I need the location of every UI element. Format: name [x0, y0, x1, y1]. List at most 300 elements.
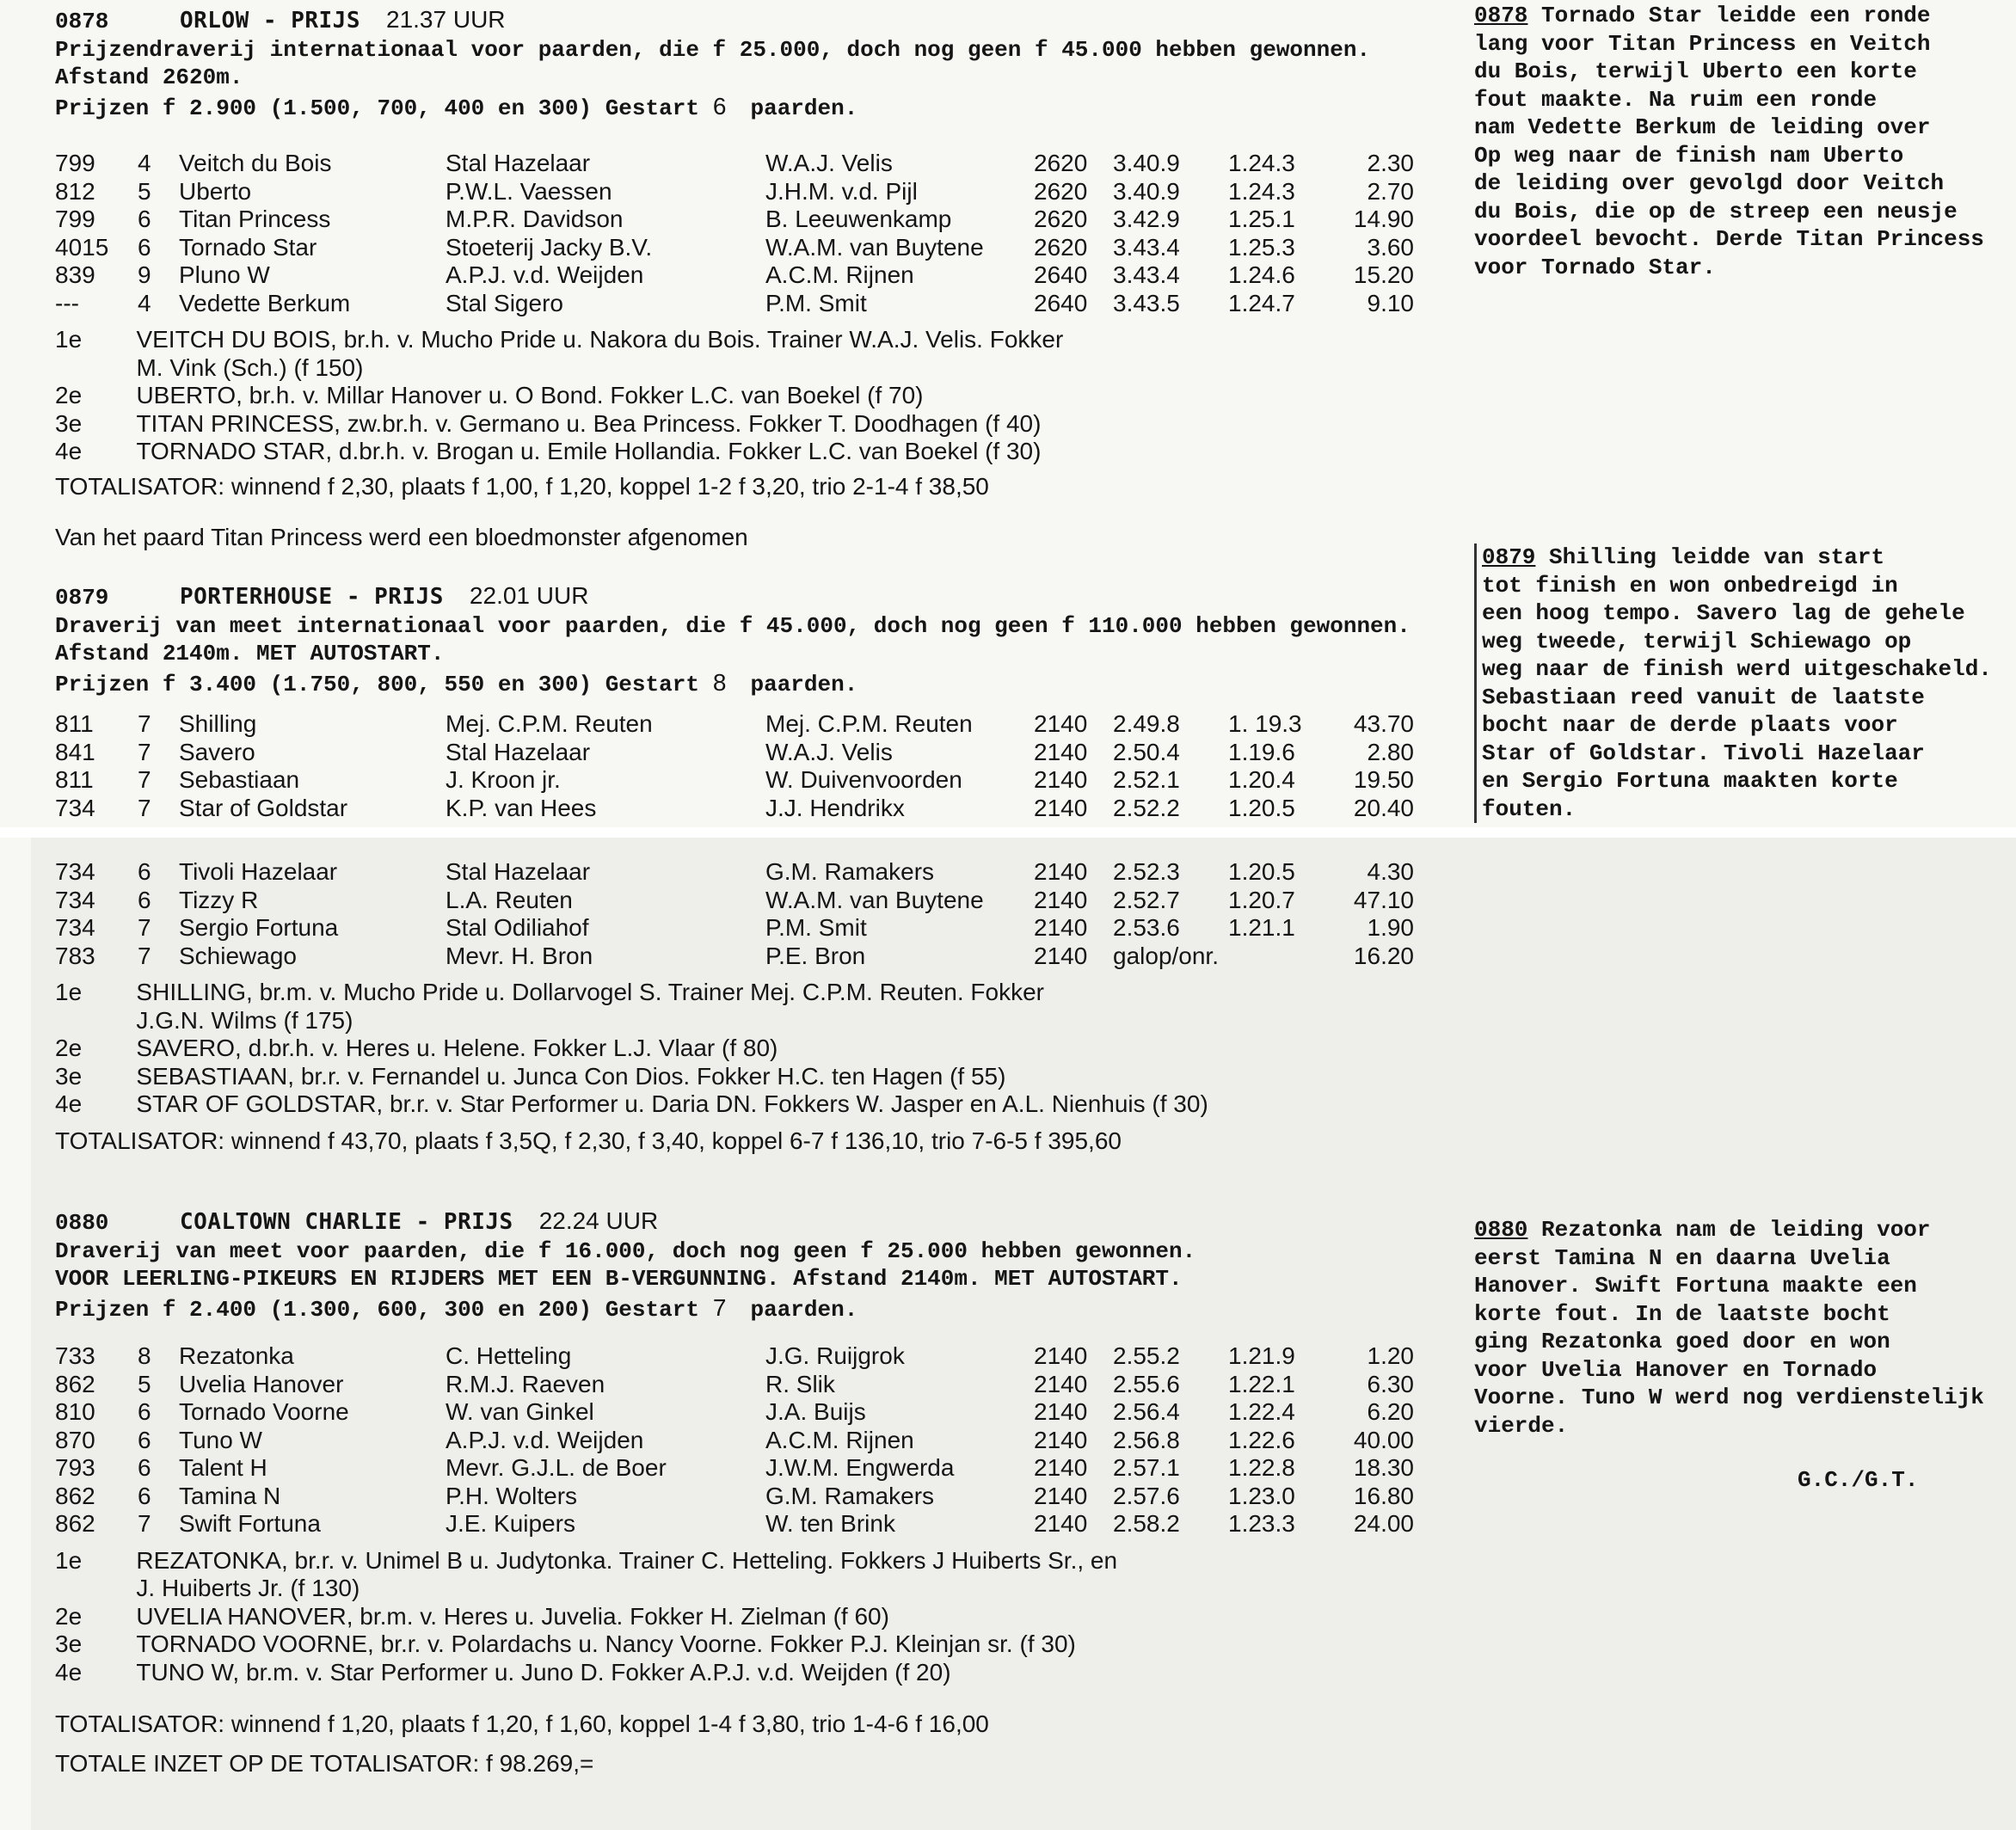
table-row [55, 858, 1414, 887]
horse-cell: Pluno W [179, 261, 270, 288]
horse-cell: Vedette Berkum [179, 289, 351, 316]
commentary-line: de leiding over gevolgd door Veitch [1474, 170, 1945, 196]
commentary-line: Voorne. Tuno W werd nog verdienstelijk [1474, 1385, 1984, 1410]
owner-cell: C. Hetteling [446, 1342, 572, 1369]
owner-cell: M.P.R. Davidson [446, 206, 624, 232]
placings-list [55, 979, 1483, 1119]
placing-row [55, 1659, 1483, 1687]
table-row [55, 1342, 1414, 1371]
km-time-cell: 1.21.9 [1228, 1342, 1295, 1369]
age-cell: 7 [138, 738, 151, 765]
race-name: COALTOWN CHARLIE - PRIJS [180, 1209, 513, 1235]
record-cell: 870 [55, 1426, 95, 1453]
odds-cell: 4.30 [1367, 858, 1414, 885]
time-cell: 3.42.9 [1113, 206, 1180, 232]
race-distance: Afstand 2140m. MET AUTOSTART. [55, 641, 445, 666]
distance-cell: 2620 [1034, 177, 1088, 205]
age-cell: 7 [138, 710, 151, 737]
horse-cell: Tuno W [179, 1426, 262, 1453]
race-time: 22.01 UUR [469, 582, 589, 609]
driver-cell: W. ten Brink [765, 1510, 895, 1537]
time-cell: 3.43.5 [1113, 289, 1180, 316]
commentary-line: Op weg naar de finish nam Uberto [1474, 142, 1904, 169]
time-cell: 2.56.8 [1113, 1426, 1180, 1453]
horse-cell: Uvelia Hanover [179, 1370, 344, 1397]
time-cell: 2.57.6 [1113, 1482, 1180, 1509]
owner-cell: P.H. Wolters [446, 1482, 578, 1509]
owner-cell: A.P.J. v.d. Weijden [446, 1426, 644, 1453]
time-cell: 3.40.9 [1113, 150, 1180, 176]
record-cell: 4015 [55, 233, 109, 261]
table-row [55, 1510, 1414, 1538]
owner-cell: Mevr. H. Bron [446, 942, 593, 969]
horse-cell: Swift Fortuna [179, 1510, 321, 1537]
odds-cell: 15.20 [1353, 261, 1414, 288]
placing-position: 2e [55, 1602, 83, 1630]
driver-cell: W.A.J. Velis [765, 150, 893, 176]
age-cell: 6 [138, 1454, 151, 1481]
placing-row [55, 382, 1483, 410]
record-cell: 862 [55, 1482, 95, 1509]
starters-count: 8 [712, 669, 727, 696]
placing-text: UVELIA HANOVER, br.m. v. Heres u. Juvelia. Fokker H. Zielman (f 60) [136, 1602, 889, 1630]
horse-cell: Uberto [179, 177, 252, 205]
odds-cell: 16.20 [1353, 942, 1414, 969]
race-number: 0878 [55, 9, 109, 34]
owner-cell: A.P.J. v.d. Weijden [446, 261, 644, 288]
odds-cell: 2.30 [1367, 150, 1414, 176]
record-cell: 734 [55, 794, 95, 821]
age-cell: 7 [138, 794, 151, 821]
distance-cell: 2140 [1034, 794, 1088, 821]
odds-cell: 20.40 [1353, 794, 1414, 821]
driver-cell: J.W.M. Engwerda [765, 1454, 955, 1481]
km-time-cell: 1.25.3 [1228, 233, 1295, 261]
commentary-line: bocht naar de derde plaats voor [1482, 712, 1898, 738]
owner-cell: L.A. Reuten [446, 886, 573, 913]
age-cell: 6 [138, 1398, 151, 1425]
km-time-cell: 1.22.6 [1228, 1426, 1295, 1453]
commentary-line: Shilling leidde van start [1535, 544, 1885, 570]
table-row [55, 261, 1414, 290]
horse-cell: Sergio Fortuna [179, 914, 339, 941]
km-time-cell: 1.24.3 [1228, 150, 1295, 176]
horse-cell: Rezatonka [179, 1342, 294, 1369]
race-header [55, 5, 1483, 36]
age-cell: 6 [138, 233, 151, 261]
age-cell: 7 [138, 1510, 151, 1537]
table-row [55, 766, 1414, 795]
commentary-race-number: 0880 [1474, 1217, 1528, 1243]
race-prizes [55, 91, 1483, 124]
commentary-line: du Bois, die op de streep een neusje [1474, 198, 1958, 224]
placing-text: TORNADO VOORNE, br.r. v. Polardachs u. Nancy Voorne. Fokker P.J. Kleinjan sr. (f 30) [136, 1630, 1076, 1657]
km-time-cell: 1.23.0 [1228, 1482, 1295, 1509]
driver-cell: P.M. Smit [765, 914, 867, 941]
placing-row [55, 438, 1483, 466]
placing-text: TUNO W, br.m. v. Star Performer u. Juno D. Fokker A.P.J. v.d. Weijden (f 20) [136, 1658, 951, 1686]
race-0880 [55, 1207, 1483, 1781]
time-cell: 2.52.1 [1113, 766, 1180, 793]
age-cell: 6 [138, 858, 151, 885]
odds-cell: 3.60 [1367, 233, 1414, 261]
table-row [55, 1427, 1414, 1455]
commentary-line: Rezatonka nam de leiding voor [1527, 1217, 1931, 1243]
time-cell: 2.55.2 [1113, 1342, 1180, 1369]
table-row [55, 206, 1414, 234]
distance-cell: 2140 [1034, 1454, 1088, 1481]
placing-row [55, 1035, 1483, 1063]
starters-suffix: paarden. [750, 672, 858, 697]
commentary-line: eerst Tamina N en daarna Uvelia [1474, 1244, 1890, 1271]
commentary-line: ging Rezatonka goed door en won [1474, 1329, 1890, 1354]
odds-cell: 2.80 [1367, 738, 1414, 765]
odds-cell: 1.90 [1367, 914, 1414, 941]
driver-cell: A.C.M. Rijnen [765, 1426, 914, 1453]
age-cell: 6 [138, 1482, 151, 1509]
placing-text: TITAN PRINCESS, zw.br.h. v. Germano u. Bea Princess. Fokker T. Doodhagen (f 40) [136, 409, 1042, 437]
section-gap [55, 822, 1414, 858]
placing-position: 4e [55, 1658, 83, 1686]
odds-cell: 43.70 [1353, 710, 1414, 737]
table-row [55, 234, 1414, 262]
horse-cell: Veitch du Bois [179, 150, 332, 176]
totalisator-line: TOTALISATOR: winnend f 1,20, plaats f 1,20, f 1,60, koppel 1-4 f 3,80, trio 1-4-6 f 16,00 [55, 1710, 989, 1737]
horse-cell: Schiewago [179, 942, 297, 969]
record-cell: 734 [55, 886, 95, 913]
odds-cell: 6.30 [1367, 1370, 1414, 1397]
driver-cell: W.A.M. van Buytene [765, 233, 984, 261]
table-row [55, 1371, 1414, 1399]
blood-sample-note: Van het paard Titan Princess werd een bloedmonster afgenomen [55, 523, 748, 550]
commentary-line: tot finish en won onbedreigd in [1482, 572, 1898, 599]
owner-cell: R.M.J. Raeven [446, 1370, 605, 1397]
distance-cell: 2140 [1034, 1370, 1088, 1397]
distance-cell: 2140 [1034, 1398, 1088, 1425]
km-time-cell: 1.22.4 [1228, 1398, 1295, 1425]
distance-cell: 2620 [1034, 150, 1088, 176]
table-row [55, 710, 1414, 739]
record-cell: 862 [55, 1370, 95, 1397]
time-cell: 2.55.6 [1113, 1370, 1180, 1397]
record-cell: 799 [55, 150, 95, 176]
race-name: PORTERHOUSE - PRIJS [180, 584, 444, 610]
km-time-cell: 1.20.7 [1228, 886, 1295, 913]
record-cell: 811 [55, 766, 94, 793]
horse-cell: Savero [179, 738, 255, 765]
horse-cell: Sebastiaan [179, 766, 300, 793]
age-cell: 6 [138, 886, 151, 913]
age-cell: 8 [138, 1342, 151, 1369]
odds-cell: 47.10 [1353, 886, 1414, 913]
race-number: 0880 [55, 1210, 109, 1236]
commentary-line: weg tweede, terwijl Schiewago op [1482, 628, 1912, 654]
time-cell: 3.43.4 [1113, 233, 1180, 261]
age-cell: 6 [138, 206, 151, 232]
age-cell: 7 [138, 914, 151, 941]
horse-cell: Titan Princess [179, 206, 331, 232]
km-time-cell: 1.20.4 [1228, 766, 1295, 793]
time-cell: 2.57.1 [1113, 1454, 1180, 1481]
commentary-line: voor Uvelia Hanover en Tornado [1474, 1356, 1878, 1383]
driver-cell: G.M. Ramakers [765, 858, 935, 885]
placing-text: M. Vink (Sch.) (f 150) [136, 353, 364, 381]
owner-cell: K.P. van Hees [446, 794, 597, 821]
driver-cell: B. Leeuwenkamp [765, 206, 952, 232]
commentary-race-number: 0878 [1474, 3, 1528, 28]
race-conditions-extra: VOOR LEERLING-PIKEURS EN RIJDERS MET EEN B-VERGUNNING. Afstand 2140m. MET AUTOSTART. [55, 1266, 1183, 1292]
placing-row [55, 1063, 1483, 1091]
table-row [55, 290, 1414, 318]
age-cell: 7 [138, 766, 151, 793]
km-time-cell: 1.23.3 [1228, 1510, 1295, 1537]
driver-cell: G.M. Ramakers [765, 1482, 935, 1509]
commentary-line: Tornado Star leidde een ronde [1527, 3, 1931, 28]
odds-cell: 2.70 [1367, 177, 1414, 205]
placing-text: J. Huiberts Jr. (f 130) [136, 1575, 360, 1601]
record-cell: 839 [55, 261, 95, 288]
distance-cell: 2140 [1034, 942, 1088, 969]
commentary-0880 [1474, 1216, 2016, 1440]
record-cell: 862 [55, 1510, 95, 1537]
driver-cell: J.A. Buijs [765, 1398, 866, 1425]
race-conditions: Prijzendraverij internationaal voor paarden, die f 25.000, doch nog geen f 45.000 hebben gewonnen. [55, 37, 1371, 63]
distance-cell: 2140 [1034, 914, 1088, 941]
race-conditions: Draverij van meet internationaal voor paarden, die f 45.000, doch nog geen f 110.000 hebben gewonnen. [55, 613, 1411, 639]
distance-cell: 2640 [1034, 289, 1088, 316]
odds-cell: 16.80 [1353, 1482, 1414, 1509]
results-table [55, 150, 1414, 317]
record-cell: 734 [55, 858, 95, 885]
placing-text: TORNADO STAR, d.br.h. v. Brogan u. Emile Hollandia. Fokker L.C. van Boekel (f 30) [136, 438, 1042, 464]
km-time-cell: 1.22.8 [1228, 1454, 1295, 1481]
distance-cell: 2620 [1034, 206, 1088, 232]
race-conditions: Draverij van meet voor paarden, die f 16.000, doch nog geen f 25.000 hebben gewonnen. [55, 1238, 1196, 1264]
table-row [55, 1398, 1414, 1427]
record-cell: 783 [55, 942, 95, 969]
driver-cell: W.A.J. Velis [765, 738, 893, 765]
commentary-line: Sebastiaan reed vanuit de laatste [1482, 684, 1925, 710]
placing-text: J.G.N. Wilms (f 175) [136, 1006, 353, 1034]
owner-cell: Stal Hazelaar [446, 738, 591, 765]
race-0878 [55, 5, 1483, 552]
driver-cell: P.M. Smit [765, 289, 867, 316]
placing-position: 3e [55, 1062, 83, 1090]
record-cell: 733 [55, 1342, 95, 1369]
commentary-race-number: 0879 [1482, 544, 1536, 570]
time-cell: 2.49.8 [1113, 710, 1180, 737]
table-row [55, 739, 1414, 767]
placing-text: VEITCH DU BOIS, br.h. v. Mucho Pride u. Nakora du Bois. Trainer W.A.J. Velis. Fokker [136, 326, 1064, 353]
table-row [55, 943, 1414, 971]
owner-cell: Mej. C.P.M. Reuten [446, 710, 653, 737]
placing-position: 3e [55, 409, 83, 437]
commentary-line: Hanover. Swift Fortuna maakte een [1474, 1273, 1917, 1299]
owner-cell: J.E. Kuipers [446, 1510, 575, 1537]
record-cell: 734 [55, 914, 95, 941]
distance-cell: 2140 [1034, 766, 1088, 793]
commentary-line: nam Vedette Berkum de leiding over [1474, 114, 1931, 140]
placing-row [55, 1630, 1483, 1659]
owner-cell: P.W.L. Vaessen [446, 177, 612, 205]
author-initials: G.C./G.T. [1798, 1467, 1919, 1493]
driver-cell: W.A.M. van Buytene [765, 886, 984, 913]
race-header [55, 581, 1483, 612]
placing-row [55, 410, 1483, 439]
odds-cell: 40.00 [1353, 1426, 1414, 1453]
distance-cell: 2140 [1034, 1342, 1088, 1369]
owner-cell: J. Kroon jr. [446, 766, 561, 793]
km-time-cell: 1.24.3 [1228, 177, 1295, 205]
age-cell: 6 [138, 1426, 151, 1453]
horse-cell: Tornado Star [179, 233, 317, 261]
km-time-cell: 1.21.1 [1228, 914, 1295, 941]
km-time-cell: 1.22.1 [1228, 1370, 1295, 1397]
distance-cell: 2140 [1034, 858, 1088, 885]
km-time-cell: 1.24.6 [1228, 261, 1295, 288]
km-time-cell: 1.24.7 [1228, 289, 1295, 316]
km-time-cell: 1.20.5 [1228, 858, 1295, 885]
horse-cell: Star of Goldstar [179, 794, 348, 821]
prizes-text: Prijzen f 2.400 (1.300, 600, 300 en 200) Gestart [55, 1297, 699, 1323]
race-name: ORLOW - PRIJS [180, 8, 360, 34]
starters-suffix: paarden. [750, 95, 858, 121]
record-cell: 793 [55, 1454, 95, 1481]
placing-text: REZATONKA, br.r. v. Unimel B u. Judytonka. Trainer C. Hetteling. Fokkers J Huiberts Sr., en [136, 1546, 1118, 1574]
placing-position: 3e [55, 1630, 83, 1657]
placing-position: 4e [55, 438, 83, 464]
distance-cell: 2140 [1034, 710, 1088, 737]
horse-cell: Tamina N [179, 1482, 281, 1509]
commentary-line: fouten. [1482, 795, 1577, 822]
commentary-line: voordeel bevocht. Derde Titan Princess [1474, 226, 1984, 252]
record-cell: 799 [55, 206, 95, 232]
placing-text: UBERTO, br.h. v. Millar Hanover u. O Bond. Fokker L.C. van Boekel (f 70) [136, 382, 924, 408]
time-cell: 2.58.2 [1113, 1510, 1180, 1537]
km-time-cell: 1. 19.3 [1228, 710, 1302, 737]
placing-position: 2e [55, 382, 83, 408]
race-distance: Afstand 2620m. [55, 64, 243, 90]
commentary-0878 [1474, 2, 2016, 281]
horse-cell: Tivoli Hazelaar [179, 858, 338, 885]
distance-cell: 2140 [1034, 1426, 1088, 1453]
record-cell: 812 [55, 177, 95, 205]
race-number: 0879 [55, 585, 109, 611]
placings-list [55, 1547, 1483, 1687]
owner-cell: Mevr. G.J.L. de Boer [446, 1454, 667, 1481]
commentary-line: korte fout. In de laatste bocht [1474, 1300, 1890, 1327]
commentary-line: weg naar de finish werd uitgeschakeld. [1482, 656, 1992, 682]
horse-cell: Tornado Voorne [179, 1398, 349, 1425]
km-time-cell: 1.19.6 [1228, 738, 1295, 765]
table-row [55, 150, 1414, 178]
odds-cell: 1.20 [1367, 1342, 1414, 1369]
horse-cell: Shilling [179, 710, 257, 737]
commentary-line: lang voor Titan Princess en Veitch [1474, 30, 1931, 57]
placing-position: 1e [55, 1546, 83, 1574]
odds-cell: 18.30 [1353, 1454, 1414, 1481]
starters-suffix: paarden. [750, 1297, 858, 1323]
odds-cell: 24.00 [1353, 1510, 1414, 1537]
totalisator-line: TOTALISATOR: winnend f 2,30, plaats f 1,00, f 1,20, koppel 1-2 f 3,20, trio 2-1-4 f 38,50 [55, 472, 989, 500]
age-cell: 4 [138, 150, 151, 176]
commentary-line: Star of Goldstar. Tivoli Hazelaar [1482, 740, 1925, 766]
commentary-line: fout maakte. Na ruim een ronde [1474, 86, 1878, 113]
commentary-line: voor Tornado Star. [1474, 254, 1716, 280]
placing-text: SEBASTIAAN, br.r. v. Fernandel u. Junca Con Dios. Fokker H.C. ten Hagen (f 55) [136, 1062, 1006, 1090]
time-cell: 2.52.2 [1113, 794, 1180, 821]
placing-text: SAVERO, d.br.h. v. Heres u. Helene. Fokker L.J. Vlaar (f 80) [136, 1035, 778, 1061]
km-time-cell: 1.25.1 [1228, 206, 1295, 232]
placings-list [55, 326, 1483, 466]
age-cell: 4 [138, 289, 151, 316]
commentary-line: du Bois, terwijl Uberto een korte [1474, 58, 1917, 84]
distance-cell: 2140 [1034, 738, 1088, 765]
driver-cell: R. Slik [765, 1370, 835, 1397]
placing-row [55, 979, 1483, 1035]
placing-text: STAR OF GOLDSTAR, br.r. v. Star Performer u. Daria DN. Fokkers W. Jasper en A.L. Nienhuis (f 30) [136, 1090, 1208, 1117]
driver-cell: W. Duivenvoorden [765, 766, 962, 793]
table-row [55, 1454, 1414, 1483]
placing-text: SHILLING, br.m. v. Mucho Pride u. Dollarvogel S. Trainer Mej. C.P.M. Reuten. Fokker [136, 979, 1044, 1005]
record-cell: 841 [55, 738, 95, 765]
horse-cell: Talent H [179, 1454, 267, 1481]
time-cell: 3.40.9 [1113, 177, 1180, 205]
race-0879 [55, 581, 1483, 1158]
age-cell: 7 [138, 942, 151, 969]
distance-cell: 2140 [1034, 886, 1088, 913]
age-cell: 9 [138, 261, 151, 288]
age-cell: 5 [138, 1370, 151, 1397]
owner-cell: Stal Odiliahof [446, 914, 589, 941]
owner-cell: Stal Hazelaar [446, 858, 591, 885]
record-cell: 810 [55, 1398, 95, 1425]
distance-cell: 2140 [1034, 1482, 1088, 1509]
placing-row [55, 1547, 1483, 1603]
prizes-text: Prijzen f 3.400 (1.750, 800, 550 en 300) Gestart [55, 672, 699, 697]
time-cell: 2.52.3 [1113, 858, 1180, 885]
time-cell: galop/onr. [1113, 942, 1219, 969]
odds-cell: 9.10 [1367, 289, 1414, 316]
starters-count: 6 [712, 93, 727, 120]
driver-cell: J.J. Hendrikx [765, 794, 905, 821]
odds-cell: 14.90 [1353, 206, 1414, 232]
driver-cell: J.G. Ruijgrok [765, 1342, 905, 1369]
owner-cell: Stoeterij Jacky B.V. [446, 233, 653, 261]
placing-position: 4e [55, 1090, 83, 1117]
race-time: 21.37 UUR [386, 6, 506, 33]
driver-cell: P.E. Bron [765, 942, 866, 969]
placing-row [55, 1090, 1483, 1119]
table-row [55, 914, 1414, 943]
time-cell: 3.43.4 [1113, 261, 1180, 288]
commentary-line: en Sergio Fortuna maakten korte [1482, 768, 1898, 794]
distance-cell: 2640 [1034, 261, 1088, 288]
race-time: 22.24 UUR [538, 1207, 659, 1234]
record-cell: --- [55, 289, 79, 316]
time-cell: 2.56.4 [1113, 1398, 1180, 1425]
distance-cell: 2140 [1034, 1510, 1088, 1537]
table-row [55, 178, 1414, 206]
time-cell: 2.52.7 [1113, 886, 1180, 913]
owner-cell: Stal Sigero [446, 289, 563, 316]
time-cell: 2.53.6 [1113, 914, 1180, 941]
starters-count: 7 [712, 1294, 727, 1321]
record-cell: 811 [55, 710, 94, 737]
total-stake-line: TOTALE INZET OP DE TOTALISATOR: f 98.269,= [55, 1750, 594, 1777]
placing-position: 1e [55, 326, 83, 353]
owner-cell: Stal Hazelaar [446, 150, 591, 176]
